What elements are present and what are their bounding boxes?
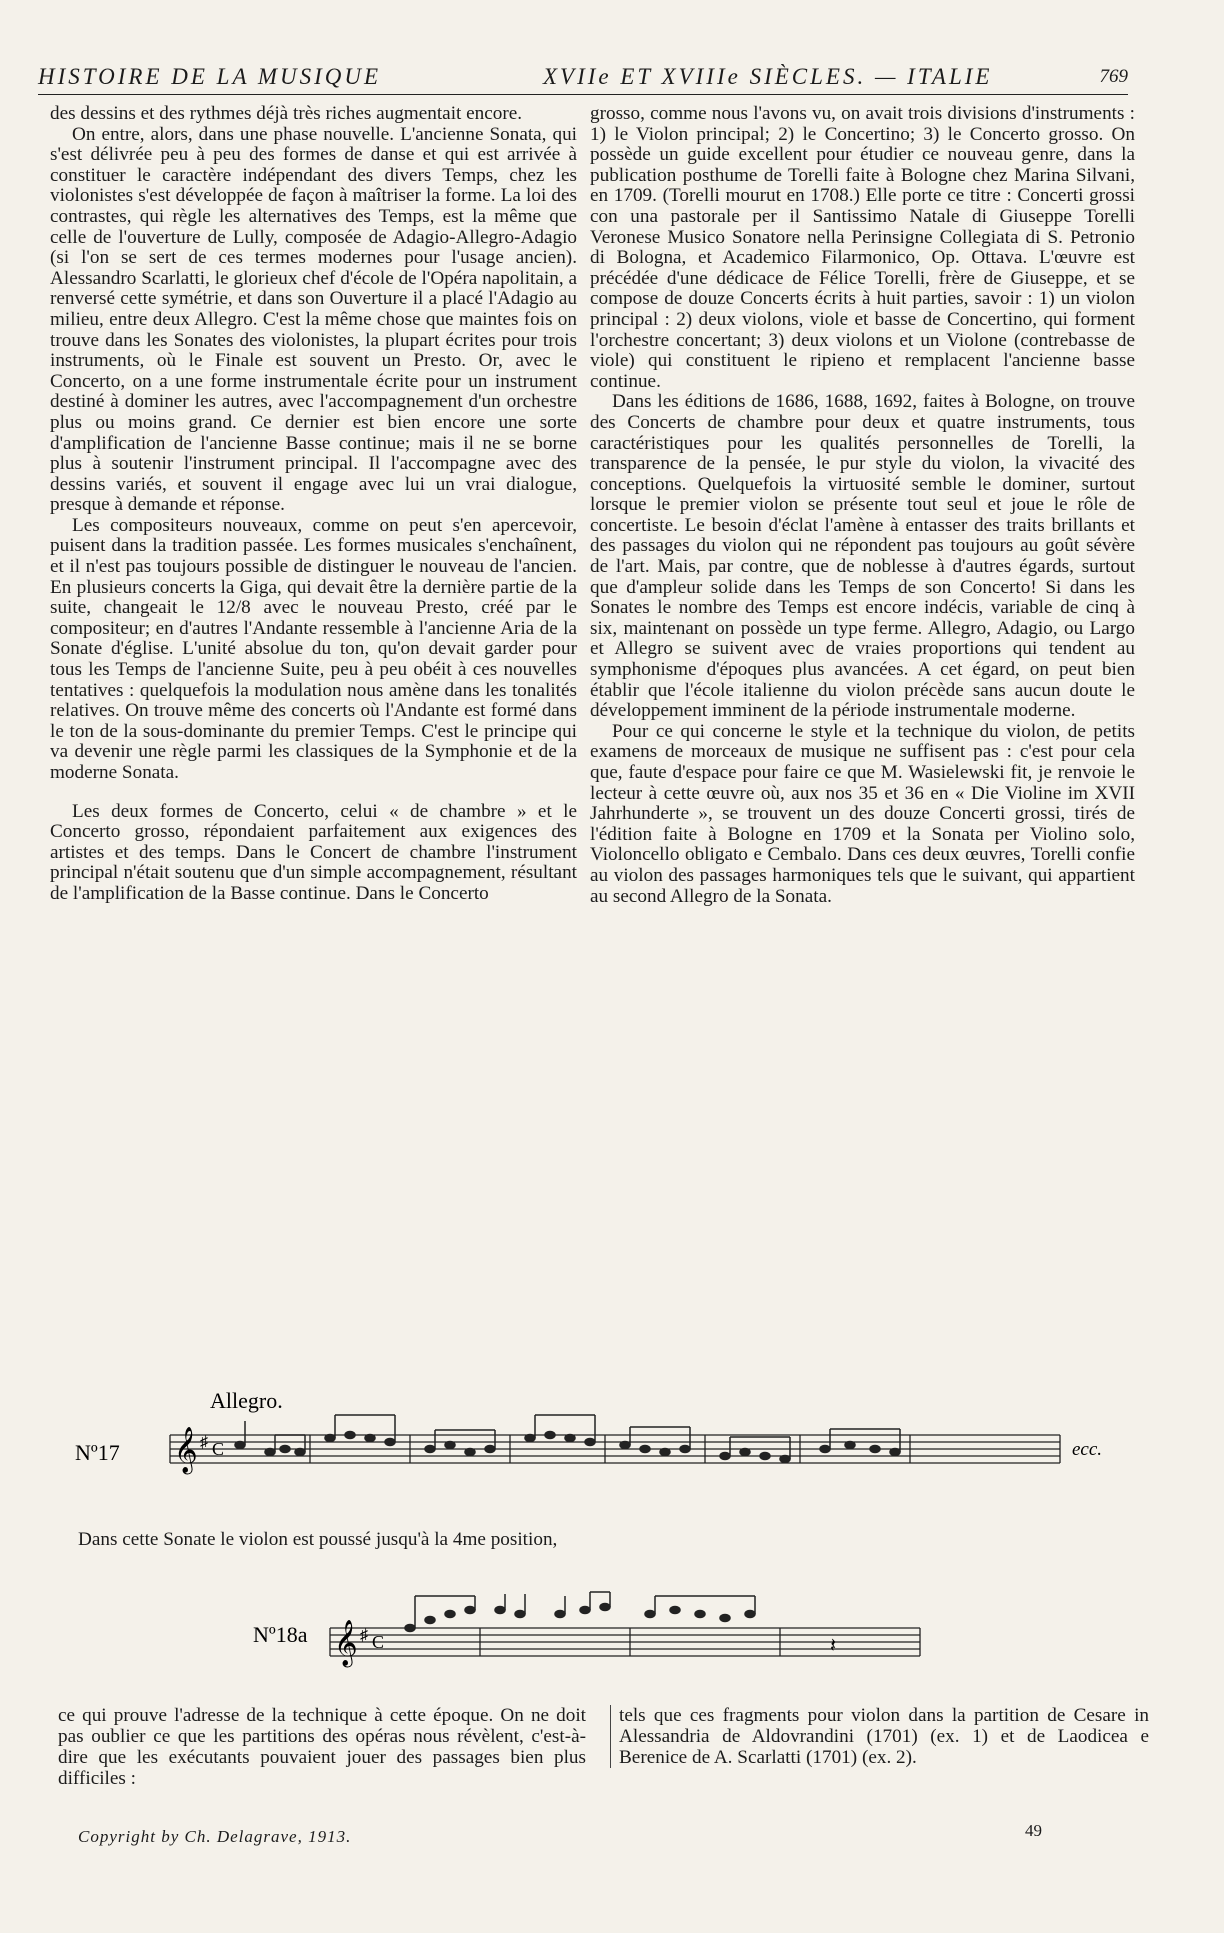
example-label: Nº17: [75, 1440, 120, 1465]
signature-number: 49: [1025, 1821, 1042, 1840]
sharp-icon: ♯: [200, 1434, 208, 1451]
common-time-icon: C: [212, 1439, 225, 1459]
right-text-column: [590, 104, 1135, 907]
paragraph: Les deux formes de Concerto, celui « de chambre » et le Concerto grosso, répondaient parfaitement aux exigences des artistes et des temps. Dans le Concert de chambre l'instrument principal n'était soutenu que d'un simple accompagnement, résultant de l'amplification de la Basse continue. Dans le Concerto: [50, 800, 577, 904]
header-section-title: XVIIe ET XVIIIe SIÈCLES. — ITALIE: [543, 64, 993, 89]
paragraph: des dessins et des rythmes déjà très riches augmentait encore.: [50, 103, 523, 124]
sharp-icon: ♯: [360, 1627, 368, 1644]
music-example-18a: [40, 1590, 1140, 1670]
running-header: [38, 64, 1128, 95]
paragraph: On entre, alors, dans une phase nouvelle. L'ancienne Sonata, qui s'est délivrée peu à peu des formes de danse et qui est arrivée à constituer le caractère indépendant des divers Temps, chez les violonistes s'est développée de façon à maîtriser la forme. La loi des contrastes, qui règle les alternatives des Temps, est la même que celle de l'ouverture de Lully, composée de Adagio-Allegro-Adagio (si l'on se sert de ces termes modernes pour l'usage ancien). Alessandro Scarlatti, le glorieux chef d'école de l'Opéra napolitain, a renversé cette symétrie, et dans son Ouverture il a placé l'Adagio au milieu, entre deux Allegro. C'est la même chose que maintes fois on trouve dans les Sonates des violonistes, la plupart écrites pour trois instruments, où le Finale est souvent un Presto. Or, avec le Concerto, on a une forme instrumentale écrite pour un instrument destiné à dominer les autres, avec l'accompagnement d'un orchestre plus ou moins grand. Ce dernier est bien encore une sorte d'amplification de l'ancienne Basse continue; mais il ne se borne plus à soutenir l'instrument principal. Il l'accompagne avec des dessins variés, et souvent il engage avec lui un vrai dialogue, presque à demande et réponse.: [50, 123, 577, 516]
paragraph: Dans les éditions de 1686, 1688, 1692, faites à Bologne, on trouve des Concerts de chambre pour deux et quatre instruments, tous caractéristiques pour les qualités personnelles de Torelli, la transparence de la pensée, le pur style du violon, la vivacité des conceptions. Quelquefois la virtuosité semble le dominer, surtout lorsque le premier violon se présente tout seul et joue le rôle de concertiste. Le besoin d'éclat l'amène à entasser des traits brillants et des passages du violon qui ne répondent pas toujours au goût sévère de l'art. Mais, par contre, que de noblesse à d'autres égards, surtout que d'ampleur solide dans les Temps de son Concerto! Si dans les Sonates le nombre des Temps est encore indécis, variable de cinq à six, maintenant on possède un type ferme. Allegro, Adagio, ou Largo et Allegro se suivent avec de vraies proportions qui tendent au symphonisme d'époques plus avancées. A cet égard, on peut bien établir que l'école italienne du violon précède sans aucun doute le développement imminent de la période instrumentale moderne.: [590, 391, 1135, 722]
ecc-marking: ecc.: [1072, 1439, 1103, 1460]
example-label: Nº18a: [253, 1622, 308, 1647]
bottom-right-paragraph: tels que ces fragments pour violon dans la partition de Cesare in Alessandria de Aldovrandini (1701) (ex. 1) et de Laodicea e Berenice de A. Scarlatti (1701) (ex. 2).: [610, 1705, 1149, 1768]
tempo-marking: Allegro.: [210, 1388, 283, 1413]
music-example-17: [40, 1385, 1140, 1475]
paragraph: Les compositeurs nouveaux, comme on peut s'en apercevoir, puisent dans la tradition passée. Les formes musicales s'enchaînent, et il n'est pas toujours possible de distinguer le nouveau de l'ancien. En plusieurs concerts la Giga, qui devait être la dernière partie de la suite, changeait le 12/8 avec le nouveau Presto, créé par le compositeur; en d'autres l'Andante ressemble à l'ancienne Aria de la Sonate d'église. L'unité absolue du ton, qu'on devait garder pour tous les Temps de l'ancienne Suite, peu à peu obéit à ces nouvelles tentatives : quelquefois la modulation nous amène dans les tonalités relatives. On trouve même des concerts où l'Andante est formé dans le ton de la sous-dominante du premier Temps. C'est le principe qui va devenir une règle parmi les classiques de la Symphonie et de la moderne Sonata.: [50, 514, 577, 783]
paragraph: grosso, comme nous l'avons vu, on avait trois divisions d'instruments : 1) le Violon principal; 2) le Concertino; 3) le Concerto grosso. On possède un guide excellent pour étudier ce nouveau genre, dans la publication posthume de Torelli faite à Bologne chez Marina Silvani, en 1709. (Torelli mourut en 1708.) Elle porte ce titre : Concerti grossi con una pastorale per il Santissimo Natale di Giuseppe Torelli Veronese Musico Sonatore nella Perinsigne Collegiata di S. Petronio di Bologna, et Academico Filarmonico, Op. Ottava. L'œuvre est précédée d'une dédicace de Félice Torelli, frère de Giuseppe, et se compose de douze Concerts écrits à huit parties, savoir : 1) un violon principal : 2) deux violons, viole et basse de Concertino, qui forment l'orchestre concertant; 3) deux violons et un Violone (contrebasse de viole) qui constituent le ripieno et remplacent l'ancienne basse continue.: [590, 103, 1135, 392]
treble-clef-icon: 𝄞: [334, 1620, 358, 1666]
copyright-line: Copyright by Ch. Delagrave, 1913.: [78, 1827, 352, 1846]
paragraph: Pour ce qui concerne le style et la technique du violon, de petits examens de morceaux de musique ne suffisent pas : c'est pour cela que, faute d'espace pour faire ce que M. Wasielewski fit, je renvoie le lecteur à cette œuvre où, aux nos 35 et 36 en « Die Violine im XVII Jahrhunderte », se trouvent un des douze Concerti grossi, tirés de l'édition faite à Bologne en 1709 et la Sonata per Violino solo, Violoncello obligato e Cembalo. Dans ces deux œuvres, Torelli confie au violon des passages harmoniques tels que le suivant, qui appartient au second Allegro de la Sonata.: [590, 720, 1135, 907]
between-music-text: Dans cette Sonate le violon est poussé jusqu'à la 4me position,: [78, 1529, 558, 1550]
bottom-left-paragraph: ce qui prouve l'adresse de la technique à cette époque. On ne doit pas oublier ce que les partitions des opéras nous révèlent, c'est-à-dire que les exécutants pouvaient jouer des passages bien plus difficiles :: [58, 1705, 586, 1789]
common-time-icon: C: [372, 1632, 385, 1652]
left-text-column: [50, 104, 577, 905]
rest-icon: 𝄽: [830, 1635, 837, 1657]
notes: [405, 1592, 755, 1632]
treble-clef-icon: 𝄞: [174, 1427, 198, 1473]
header-left-title: HISTOIRE DE LA MUSIQUE: [38, 64, 382, 89]
page-number: 769: [1099, 66, 1128, 87]
